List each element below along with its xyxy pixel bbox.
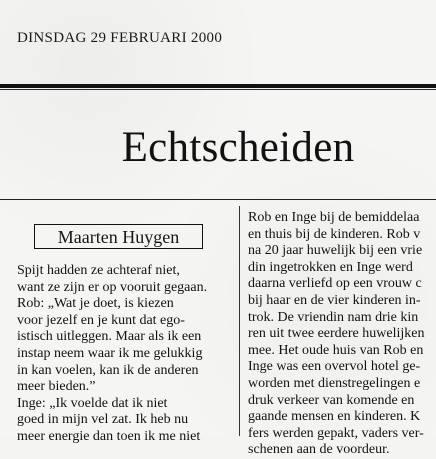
text-line: Rob en Inge bij de bemiddelaa <box>248 210 420 225</box>
headline-rule <box>0 199 436 200</box>
text-line: Spijt hadden ze achteraf niet, <box>17 263 180 278</box>
text-line: druk verkeer van komende en <box>248 392 415 408</box>
text-line: meer energie dan toen ik me niet <box>17 428 201 444</box>
text-line: meer bieden.” <box>17 379 96 395</box>
text-line: bij haar en de vier kinderen in- <box>248 292 421 308</box>
text-line: worden met dienstregelingen e <box>248 375 421 391</box>
text-line: en thuis bij de kinderen. Rob v <box>248 226 421 242</box>
text-line: voor jezelf en je kunt dat ego- <box>17 312 185 328</box>
masthead-rule-thick <box>0 84 436 88</box>
text-line: gaande mensen en kinderen. K <box>248 409 421 425</box>
left-column <box>17 263 229 446</box>
text-line: Inge: „Ik voelde dat ik niet <box>17 395 168 411</box>
text-line: goed in mijn vel zat. Ik heb nu <box>17 412 189 428</box>
text-line: schenen aan de voordeur. <box>248 442 390 458</box>
text-line: fers werden gepakt, vaders ver- <box>248 425 424 441</box>
dateline: DINSDAG 29 FEBRUARI 2000 <box>17 30 223 46</box>
text-line: Inge was een overvol hotel ge- <box>248 359 421 375</box>
right-column <box>248 210 436 459</box>
column-divider <box>239 206 240 436</box>
article-headline: Echtscheiden <box>121 124 355 171</box>
text-line: mee. Het oude huis van Rob en <box>248 342 424 358</box>
text-line: in kan voelen, kan ik de anderen <box>17 362 199 378</box>
byline: Maarten Huygen <box>57 227 180 247</box>
text-line: ren uit twee eerdere huwelijken <box>248 326 425 342</box>
text-line: daarna verliefd op een vrouw c <box>248 276 422 292</box>
text-line: din ingetrokken en Inge werd <box>248 259 413 275</box>
text-line: want ze zijn er op vooruit gegaan. <box>17 279 208 295</box>
byline-box <box>34 224 203 249</box>
text-line: Rob: „Wat je doet, is kiezen <box>17 296 174 312</box>
masthead-rule-thin <box>0 89 436 90</box>
text-line: instap neem waar ik me gelukkig <box>17 345 203 361</box>
text-line: na 20 jaar huwelijk bij een vrie <box>248 243 423 259</box>
text-line: istisch uitleggen. Maar als ik een <box>17 329 202 345</box>
text-line: trok. De vriendin nam drie kin <box>248 309 419 325</box>
